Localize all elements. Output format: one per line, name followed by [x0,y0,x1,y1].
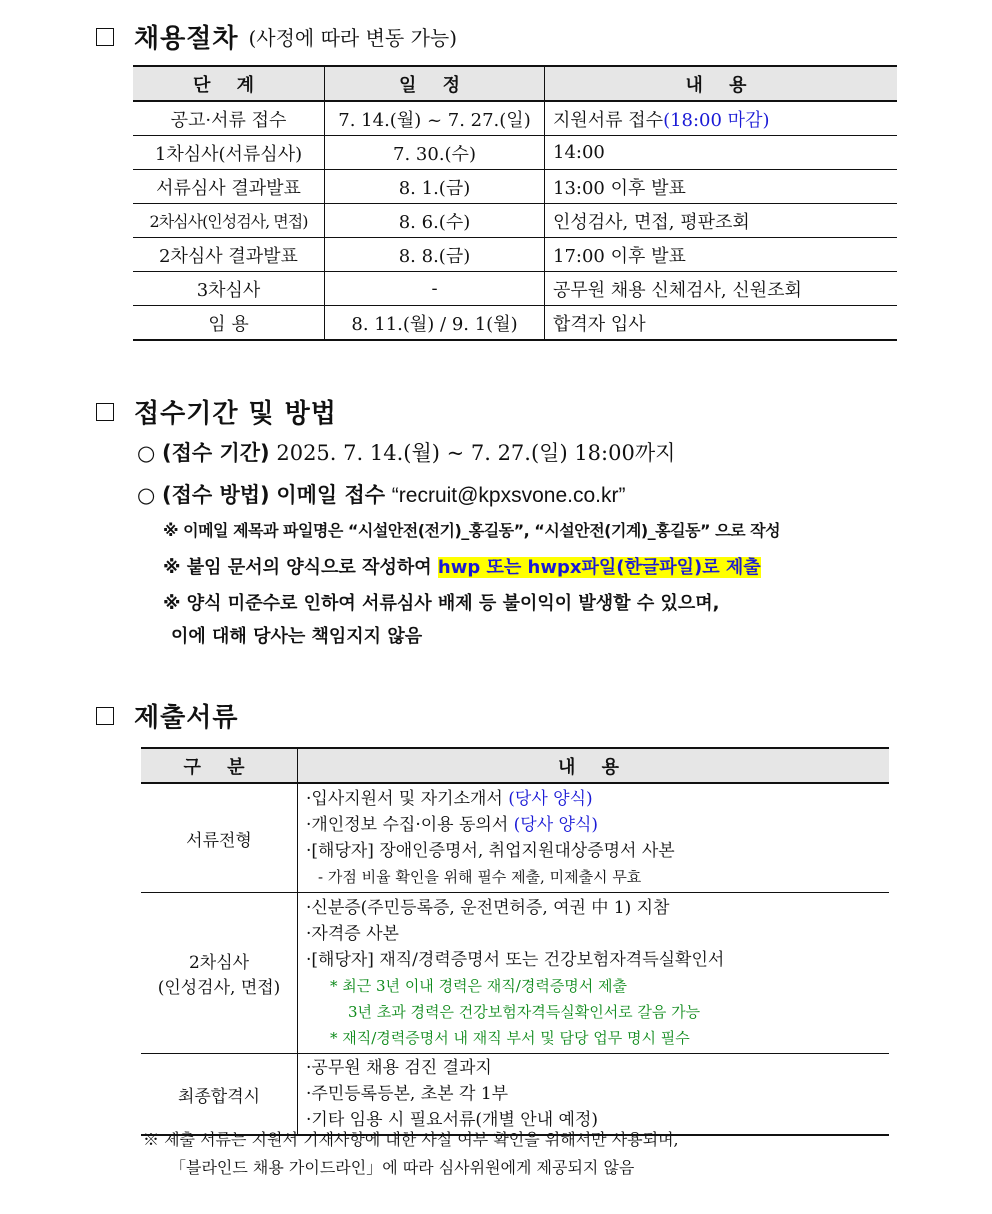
table-row [133,272,897,306]
footnote-line-2: 「블라인드 채용 가이드라인」에 따라 심사위원에게 제공되지 않음 [170,1158,635,1177]
list-item-sub: - 가점 비율 확인을 위해 필수 제출, 미제출시 무효 [318,868,642,886]
stage-cell: 공고·서류 접수 [133,101,325,136]
stage-cell: 1차심사(서류심사) [133,136,325,170]
circle-bullet-icon: ○ [137,441,162,465]
stage-cell: 3차심사 [133,272,325,306]
header-stage: 단 계 [133,66,325,101]
header-content: 내 용 [545,66,898,101]
content-cell: 인성검사, 면접, 평판조회 [545,204,898,238]
header-content: 내 용 [298,748,890,783]
method-value: 이메일 접수 [276,483,386,507]
category-cell: 최종합격시 [141,1054,298,1136]
method-label: (접수 방법) [162,483,270,507]
content-cell [545,101,898,136]
list-item: ·기타 임용 시 필요서류(개별 안내 예정) [306,1110,599,1130]
date-cell: 8. 6.(수) [325,204,545,238]
item-text: ·입사지원서 및 자기소개서 [306,789,509,809]
list-item: ·주민등록등본, 초본 각 1부 [306,1084,509,1104]
list-item [306,812,881,838]
header-date: 일 정 [325,66,545,101]
table-row [133,204,897,238]
section-heading-documents [96,697,238,734]
list-item [306,786,881,812]
date-cell: 7. 30.(수) [325,136,545,170]
list-item-sub: * 재직/경력증명서 내 재직 부서 및 담당 업무 명시 필수 [330,1029,690,1047]
footnote-line-1: ※ 제출 서류는 지원서 기재사항에 대한 사실 여부 확인을 위해서만 사용되며, [143,1130,679,1149]
list-item-sub: * 최근 3년 이내 경력은 재직/경력증명서 제출 [330,977,628,995]
content-cell: 17:00 이후 발표 [545,238,898,272]
date-cell: 8. 11.(월) / 9. 1(월) [325,306,545,341]
list-item: ·[해당자] 장애인증명서, 취업지원대상증명서 사본 [306,841,675,861]
note-format [163,553,761,579]
category-cell [141,893,298,1054]
table-row [141,783,889,893]
period-line [137,437,675,467]
procedure-table [133,65,897,341]
content-cell: 14:00 [545,136,898,170]
table-row [141,1054,889,1136]
table-row [141,893,889,1054]
email-address: “recruit@kpxsvone.co.kr” [391,484,626,507]
date-cell: 8. 1.(금) [325,170,545,204]
circle-bullet-icon: ○ [137,483,162,507]
note-format-highlight: hwp 또는 hwpx파일(한글파일)로 제출 [437,557,761,578]
section-heading-procedure [96,18,457,55]
list-item: ·[해당자] 재직/경력증명서 또는 건강보험자격득실확인서 [306,950,725,970]
date-cell: 8. 8.(금) [325,238,545,272]
items-cell [298,783,890,893]
note-email-subject: ※ 이메일 제목과 파일명은 “시설안전(전기)_홍길동”, “시설안전(기계)_홍길동” 으로 작성 [163,521,781,540]
item-note: (당사 양식) [513,815,599,835]
method-line [137,479,626,509]
content-cell: 13:00 이후 발표 [545,170,898,204]
table-header-row [133,66,897,101]
list-item: ·자격증 사본 [306,924,399,944]
list-item-sub: 3년 초과 경력은 건강보험자격득실확인서로 갈음 가능 [348,1003,701,1021]
table-row [133,238,897,272]
content-text: 지원서류 접수 [553,109,664,131]
category-line-2: (인성검사, 면접) [157,978,281,998]
checkbox-square-icon [96,28,114,46]
note-penalty-cont: 이에 대해 당사는 책임지지 않음 [171,626,423,647]
category-line: 2차심사 [188,953,250,973]
stage-cell: 2차심사(인성검사, 면접) [133,204,325,238]
section-heading-application [96,393,337,430]
content-cell: 공무원 채용 신체검사, 신원조회 [545,272,898,306]
date-cell: - [325,272,545,306]
period-value: 2025. 7. 14.(월) ~ 7. 27.(일) 18:00까지 [276,441,676,465]
section-title: 제출서류 [134,703,239,733]
documents-table [141,747,889,1136]
content-deadline: (18:00 마감) [663,109,770,131]
stage-cell: 2차심사 결과발표 [133,238,325,272]
list-item: ·공무원 채용 검진 결과지 [306,1058,492,1078]
item-text: ·개인정보 수집·이용 동의서 [306,815,514,835]
list-item: ·신분증(주민등록증, 운전면허증, 여권 中 1) 지참 [306,898,670,918]
table-header-row [141,748,889,783]
checkbox-square-icon [96,707,114,725]
section-title: 접수기간 및 방법 [134,399,337,429]
content-cell: 합격자 입사 [545,306,898,341]
period-label: (접수 기간) [162,441,270,465]
table-row [133,170,897,204]
stage-cell: 서류심사 결과발표 [133,170,325,204]
note-penalty: ※ 양식 미준수로 인하여 서류심사 배제 등 불이익이 발생할 수 있으며, [163,593,720,614]
category-cell: 서류전형 [141,783,298,893]
note-format-text: ※ 붙임 문서의 양식으로 작성하여 [163,557,438,578]
header-category: 구 분 [141,748,298,783]
item-note: (당사 양식) [508,789,593,809]
stage-cell: 임 용 [133,306,325,341]
checkbox-square-icon [96,403,114,421]
section-title: 채용절차 [134,24,239,54]
date-cell: 7. 14.(월) ~ 7. 27.(일) [325,101,545,136]
table-row [133,306,897,341]
items-cell [298,893,890,1054]
table-row [133,101,897,136]
table-row [133,136,897,170]
items-cell [298,1054,890,1136]
section-subtitle: (사정에 따라 변동 가능) [248,26,458,50]
